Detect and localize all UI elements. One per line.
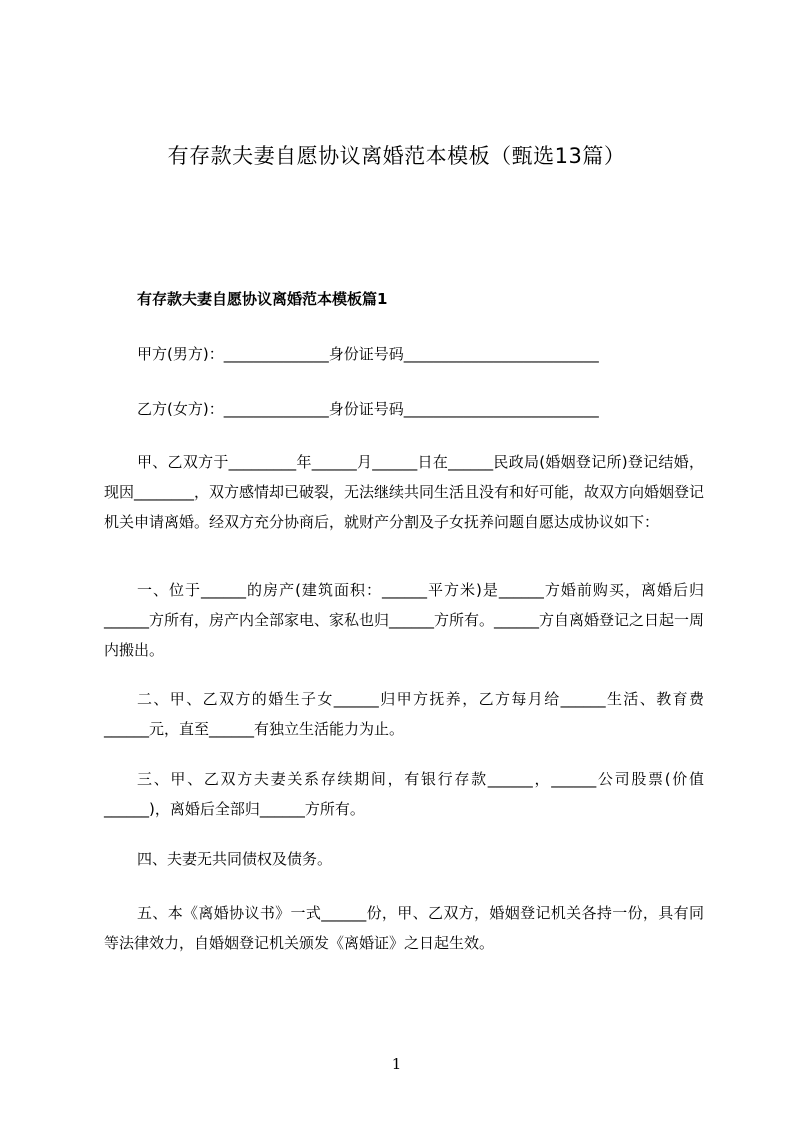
- paragraph-clause-2: 二、甲、乙双方的婚生子女______归甲方抚养，乙方每月给______生活、教育费______元，直至______有独立生活能力为止。: [104, 690, 704, 738]
- paragraph-clause-4: 四、夫妻无共同债权及债务。: [137, 850, 333, 868]
- section-title: 有存款夫妻自愿协议离婚范本模板篇1: [137, 290, 388, 308]
- paragraph-intro: 甲、乙双方于_________年______月______日在______民政局(婚姻登记所)登记结婚，现因________，双方感情却已破裂，无法继续共同生活且没有和好可能，故双方向婚姻登记机关申请离婚。经双方充分协商后，就财产分割及子女抚养问题自愿达成协议如下：: [104, 453, 705, 531]
- paragraph-clause-5: 五、本《离婚协议书》一式______份，甲、乙双方，婚姻登记机关各持一份，具有同等法律效力，自婚姻登记机关颁发《离婚证》之日起生效。: [104, 904, 704, 952]
- party-a-line: 甲方(男方)：______________身份证号码__________________________: [137, 345, 599, 363]
- party-b-line: 乙方(女方)：______________身份证号码__________________________: [137, 400, 599, 418]
- page-number: 1: [391, 1055, 402, 1073]
- paragraph-clause-1: 一、位于______的房产(建筑面积：______平方米)是______方婚前购买，离婚后归______方所有，房产内全部家电、家私也归______方所有。______方自离婚登记之日起一周内搬出。: [104, 581, 705, 659]
- document-title: 有存款夫妻自愿协议离婚范本模板（甄选13篇）: [167, 144, 626, 168]
- paragraph-clause-3: 三、甲、乙双方夫妻关系存续期间，有银行存款______，______公司股票(价值______)，离婚后全部归______方所有。: [104, 770, 704, 818]
